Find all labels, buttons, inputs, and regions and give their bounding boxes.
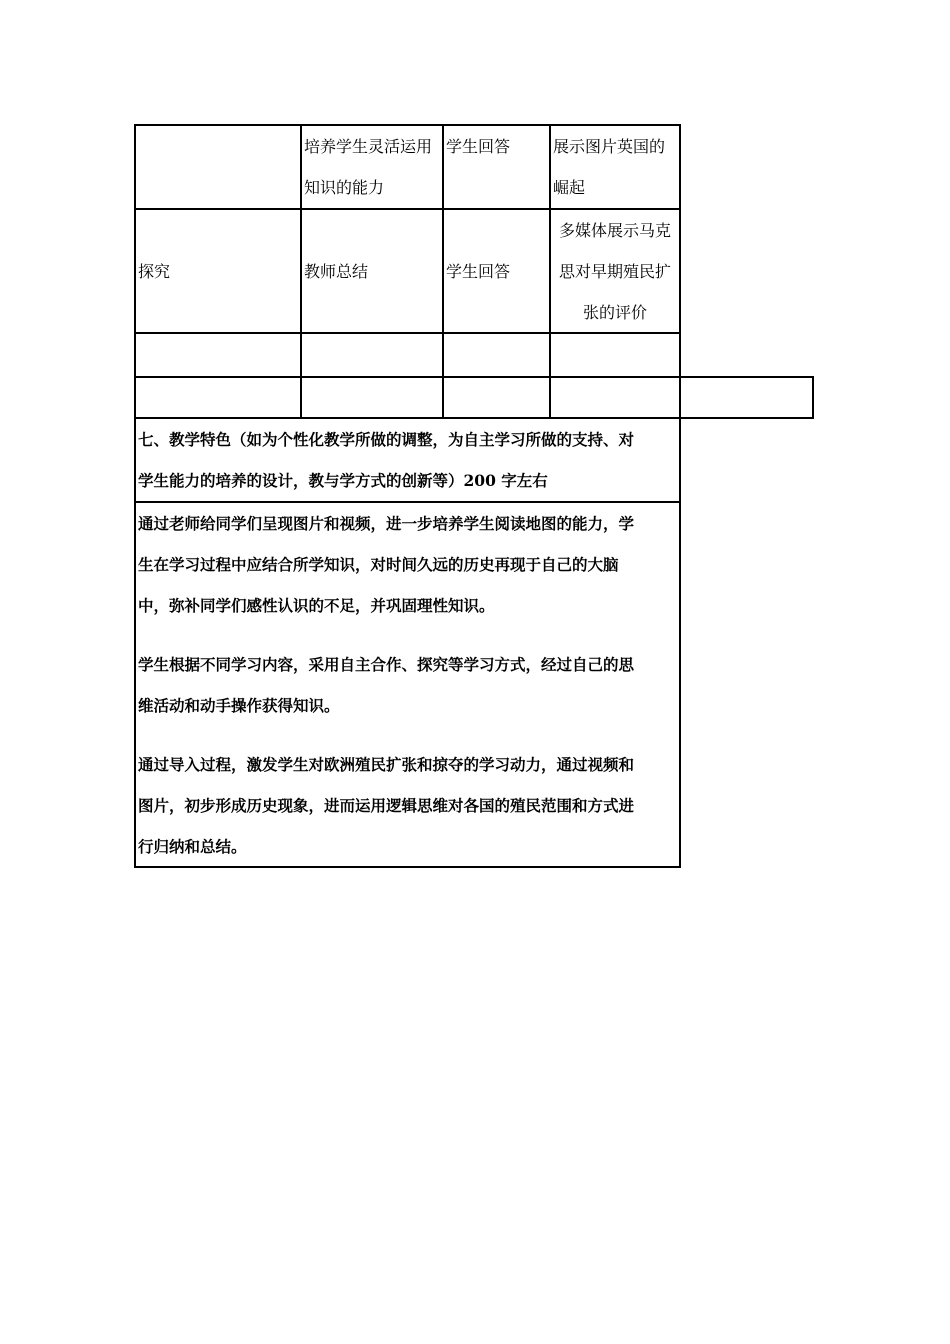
table-cell-r2-c2 [300, 208, 444, 334]
table-cell-r3-c1 [134, 332, 302, 378]
para-line: 通过老师给同学们呈现图片和视频，进一步培养学生阅读地图的能力，学 [138, 514, 635, 533]
section-heading [134, 417, 681, 503]
heading-line: 学生能力的培养的设计，教与学方式的创新等）200 字左右 [138, 471, 548, 490]
cell-text: 学生回答 [446, 261, 511, 281]
cell-text: 教师总结 [304, 261, 369, 281]
table-cell-r1-c2 [300, 124, 444, 210]
cell-line: 培养学生灵活运用 [304, 137, 433, 156]
table-cell-r1-c1 [134, 124, 302, 210]
cell-text: 探究 [138, 261, 171, 281]
para-line: 图片，初步形成历史现象，进而运用逻辑思维对各国的殖民范围和方式进 [138, 796, 635, 815]
cell-line: 崛起 [553, 178, 586, 197]
para-line: 学生根据不同学习内容，采用自主合作、探究等学习方式，经过自己的思 [138, 655, 635, 674]
para-line: 维活动和动手操作获得知识。 [138, 696, 340, 715]
paragraph-3 [138, 744, 677, 867]
cell-line: 知识的能力 [304, 178, 385, 197]
table-cell-r1-c4 [549, 124, 681, 210]
heading-line: 七、教学特色（如为个性化教学所做的调整，为自主学习所做的支持、对 [138, 430, 635, 449]
para-line: 中，弥补同学们感性认识的不足，并巩固理性知识。 [138, 596, 495, 615]
table-cell-r4-c4 [549, 376, 681, 419]
table-cell-r3-c2 [300, 332, 444, 378]
table-cell-r3-c4 [549, 332, 681, 378]
cell-line: 多媒体展示马克 [558, 221, 671, 240]
cell-line: 张的评价 [582, 303, 647, 322]
table-cell-r3-c3 [442, 332, 551, 378]
table-cell-r2-c3 [442, 208, 551, 334]
table-cell-r4-c2 [300, 376, 444, 419]
table-cell-r2-c1 [134, 208, 302, 334]
para-line: 行归纳和总结。 [138, 837, 247, 856]
table-cell-r4-c1 [134, 376, 302, 419]
section-body [134, 501, 681, 868]
table-cell-r2-c4 [549, 208, 681, 334]
table-cell-r1-c3 [442, 124, 551, 210]
table-cell-r4-c5 [679, 376, 814, 419]
cell-line: 展示图片英国的 [553, 137, 666, 156]
table-cell-r4-c3 [442, 376, 551, 419]
paragraph-1 [138, 503, 677, 626]
cell-line: 思对早期殖民扩 [558, 262, 671, 281]
para-line: 通过导入过程，激发学生对欧洲殖民扩张和掠夺的学习动力，通过视频和 [138, 755, 635, 774]
paragraph-2 [138, 644, 677, 726]
para-line: 生在学习过程中应结合所学知识，对时间久远的历史再现于自己的大脑 [138, 555, 619, 574]
cell-text: 学生回答 [446, 137, 511, 156]
